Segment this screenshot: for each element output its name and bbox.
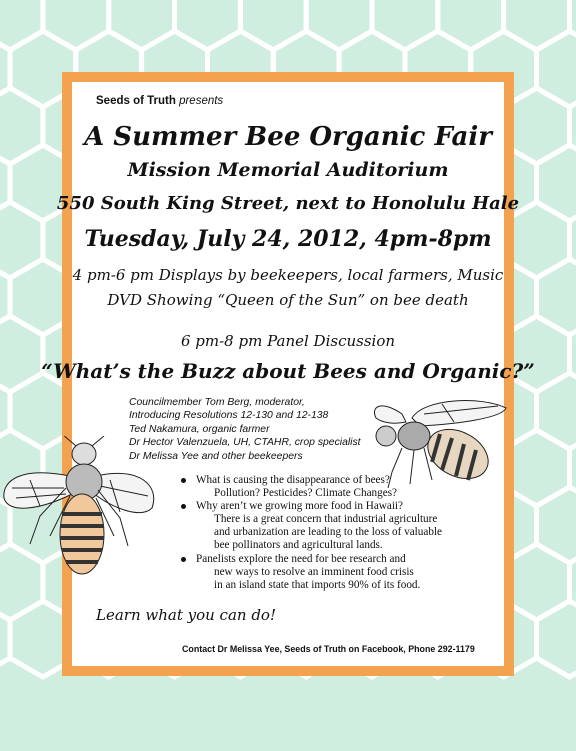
honeycomb-cell	[240, 0, 306, 50]
honeycomb-cell	[537, 601, 576, 677]
honeycomb-cell	[537, 373, 576, 449]
honeycomb-cell	[109, 0, 175, 50]
honeycomb-cell	[43, 0, 109, 50]
bullet-item	[178, 500, 508, 552]
venue-name: Mission Memorial Auditorium	[127, 159, 449, 181]
bullet-dot-icon	[181, 478, 186, 483]
bullet-line: in an island state that imports 90% of its food.	[214, 578, 421, 591]
bullet-line: Pollution? Pesticides? Climate Changes?	[214, 487, 398, 500]
panelist-4: Dr Hector Valenzuela, UH, CTAHR, crop specialist	[129, 437, 361, 449]
presenter-name: Seeds of Truth	[96, 95, 176, 107]
bullet-line: bee pollinators and agricultural lands.	[214, 539, 383, 552]
honeycomb-cell	[537, 487, 576, 563]
presents-word: presents	[179, 95, 224, 107]
bullet-line: and urbanization are leading to the loss of valuable	[214, 526, 443, 539]
bullet-line: Panelists explore the need for bee research and	[196, 552, 406, 565]
bee-illustration-left-icon	[0, 436, 170, 606]
fair-title: A Summer Bee Organic Fair	[84, 122, 492, 152]
bullet-line: What is causing the disappearance of bees?	[196, 474, 390, 486]
schedule-line-dvd: DVD Showing “Queen of the Sun” on bee death	[107, 291, 469, 309]
bullet-line: new ways to resolve an imminent food crisis	[214, 565, 414, 578]
honeycomb-cell	[438, 0, 504, 50]
schedule-line-displays: 4 pm-6 pm Displays by beekeepers, local farmers, Music	[72, 266, 504, 284]
presenter-line	[96, 95, 223, 107]
panelist-5: Dr Melissa Yee and other beekeepers	[129, 450, 303, 462]
panelist-3: Ted Nakamura, organic farmer	[129, 423, 270, 435]
honeycomb-cell	[537, 31, 576, 107]
honeycomb-cell	[175, 0, 241, 50]
bullet-line: Why aren’t we growing more food in Hawaii?	[196, 500, 404, 513]
panel-time: 6 pm-8 pm Panel Discussion	[180, 332, 396, 350]
honeycomb-cell	[306, 0, 372, 50]
bullet-item	[178, 553, 508, 592]
bullet-dot-icon	[181, 557, 186, 562]
bullet-line: There is a great concern that industrial agriculture	[214, 513, 438, 526]
panel-title: “What’s the Buzz about Bees and Organic?”	[41, 359, 535, 383]
bullet-dot-icon	[181, 504, 186, 509]
panelist-1: Councilmember Tom Berg, moderator,	[129, 397, 305, 408]
panelist-2: Introducing Resolutions 12-130 and 12-138	[129, 410, 329, 422]
honeycomb-cell	[372, 0, 438, 50]
bee-illustration-right-icon	[362, 388, 508, 500]
venue-address: 550 South King Street, next to Honolulu Hale	[56, 193, 520, 214]
event-date: Tuesday, July 24, 2012, 4pm-8pm	[84, 226, 492, 252]
call-to-action: Learn what you can do!	[96, 606, 276, 624]
contact-line: Contact Dr Melissa Yee, Seeds of Truth on Facebook, Phone 292-1179	[182, 644, 475, 654]
honeycomb-cell	[504, 0, 570, 50]
